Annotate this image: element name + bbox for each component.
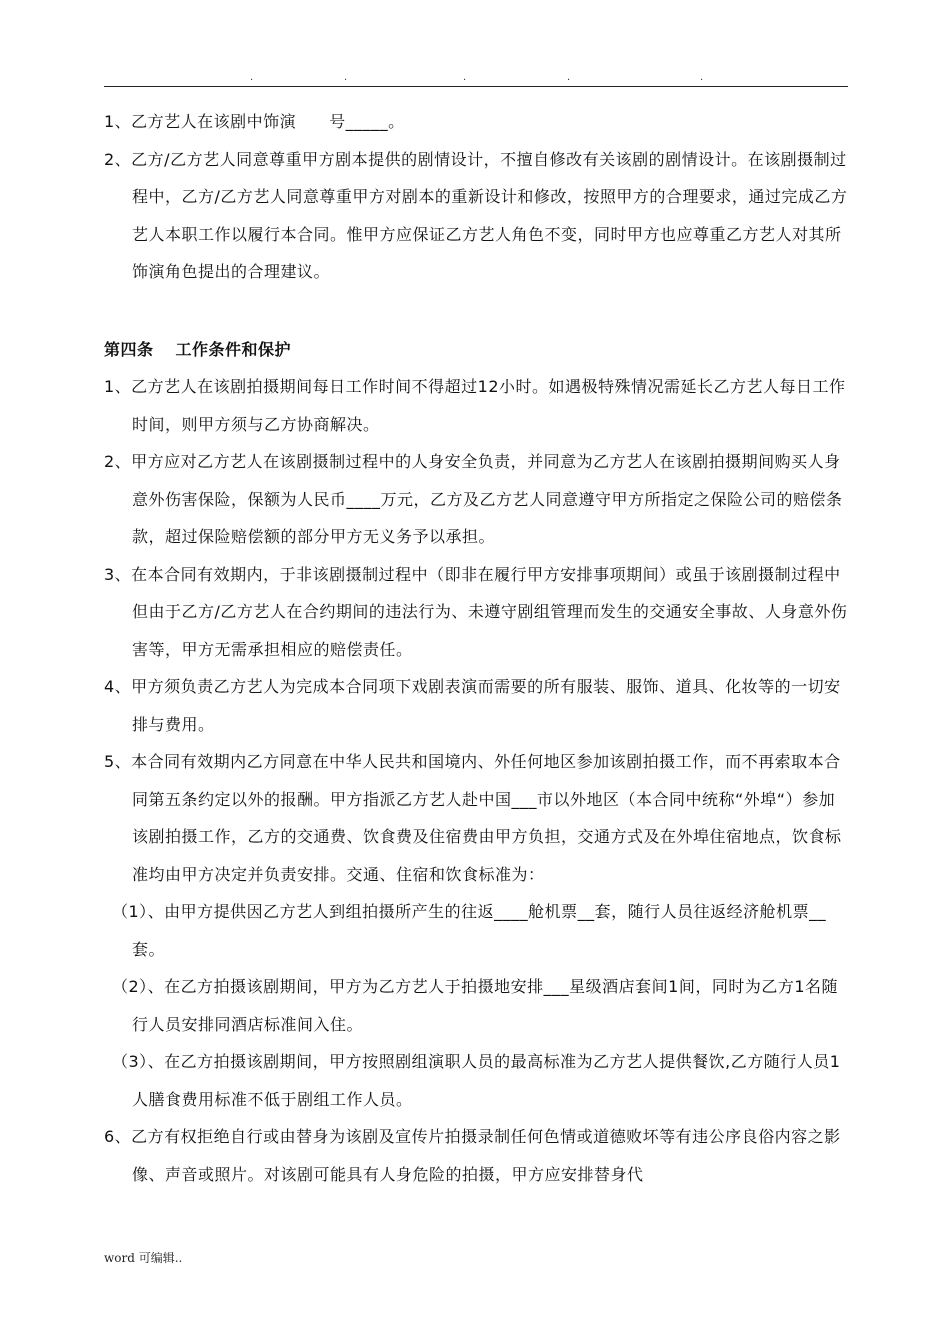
header-dot: . (700, 72, 704, 83)
section-gap (104, 291, 848, 331)
clause-item: 3、在本合同有效期内，于非该剧摄制过程中（即非在履行甲方安排事项期间）或虽于该剧摄制过程中但由于乙方/乙方艺人在合约期间的违法行为、未遵守剧组管理而发生的交通安全事故、人身意外伤害等，甲方无需承担相应的赔偿责任。 (104, 564, 848, 659)
clause-item: 1、乙方艺人在该剧中饰演 号_____。 (104, 112, 405, 131)
header-rule (104, 86, 848, 87)
article-title: 工作条件和保护 (175, 339, 292, 359)
clause-subitem: （3）、在乙方拍摄该剧期间，甲方按照剧组演职人员的最高标准为乙方艺人提供餐饮,乙方随行人员1人膳食费用标准不低于剧组工作人员。 (112, 1052, 841, 1109)
clause-item: 5、本合同有效期内乙方同意在中华人民共和国境内、外任何地区参加该剧拍摄工作，而不再索取本合同第五条约定以外的报酬。甲方指派乙方艺人赴中国___市以外地区（本合同中统称“外埠“）参加该剧拍摄工作，乙方的交通费、饮食费及住宿费由甲方负担，交通方式及在外埠住宿地点，饮食标准均由甲方决定并负责安排。交通、住宿和饮食标准为： (104, 752, 842, 884)
article-number: 第四条 (104, 339, 154, 359)
header-dot: . (250, 72, 254, 83)
clause-subitem: （1）、由甲方提供因乙方艺人到组拍摄所产生的往返____舱机票__套，随行人员往返经济舱机票__套。 (112, 902, 827, 959)
clause-subitem: （2）、在乙方拍摄该剧期间，甲方为乙方艺人于拍摄地安排___星级酒店套间1间，同时为乙方1名随行人员安排同酒店标准间入住。 (112, 977, 839, 1034)
article-heading (104, 331, 848, 369)
document-body (104, 103, 848, 1193)
clause-item: 2、甲方应对乙方艺人在该剧摄制过程中的人身安全负责，并同意为乙方艺人在该剧拍摄期间购买人身意外伤害保险，保额为人民币____万元，乙方及乙方艺人同意遵守甲方所指定之保险公司的赔偿条款，超过保险赔偿额的部分甲方无义务予以承担。 (104, 452, 843, 546)
footer-note: word 可编辑.. (104, 1251, 183, 1265)
clause-item: 1、乙方艺人在该剧拍摄期间每日工作时间不得超过12小时。如遇极特殊情况需延长乙方艺人每日工作时间，则甲方须与乙方协商解决。 (104, 377, 846, 434)
header-dot: . (344, 72, 348, 83)
clause-item: 4、甲方须负责乙方艺人为完成本合同项下戏剧表演而需要的所有服装、服饰、道具、化妆等的一切安排与费用。 (104, 677, 841, 734)
clause-item: 6、乙方有权拒绝自行或由替身为该剧及宣传片拍摄录制任何色情或道德败坏等有违公序良俗内容之影像、声音或照片。对该剧可能具有人身危险的拍摄，甲方应安排替身代 (104, 1127, 841, 1184)
clause-item: 2、乙方/乙方艺人同意尊重甲方剧本提供的剧情设计，不擅自修改有关该剧的剧情设计。在该剧摄制过程中，乙方/乙方艺人同意尊重甲方对剧本的重新设计和修改，按照甲方的合理要求，通过完成乙方艺人本职工作以履行本合同。惟甲方应保证乙方艺人角色不变，同时甲方也应尊重乙方艺人对其所饰演角色提出的合理建议。 (104, 149, 848, 281)
header-dot: . (463, 72, 467, 83)
header-dot: . (567, 72, 571, 83)
